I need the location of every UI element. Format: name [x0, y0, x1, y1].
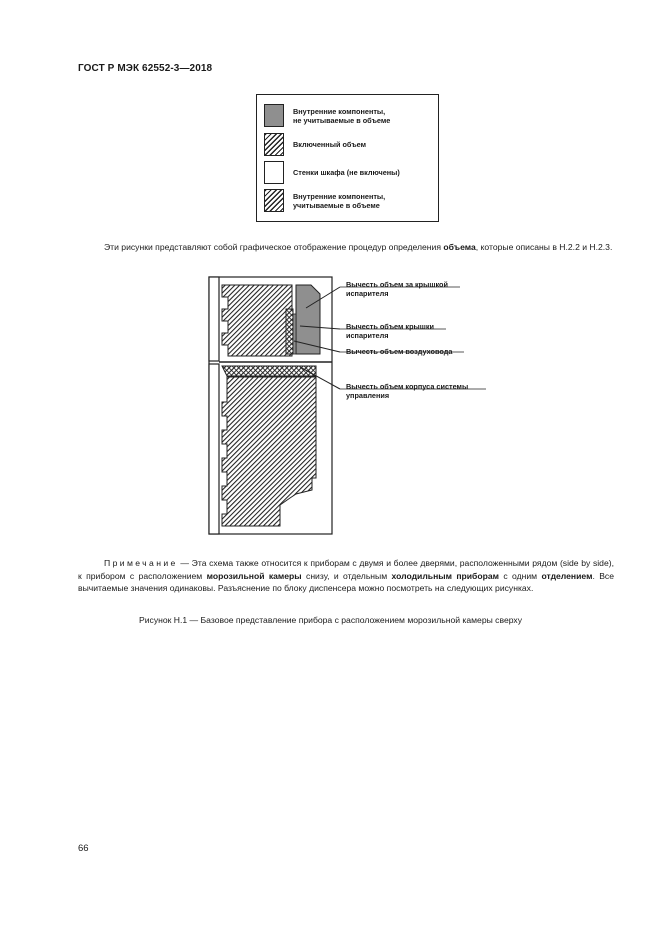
- note-text: с одним: [498, 570, 542, 581]
- legend-label: Стенки шкафа (не включены): [293, 168, 400, 177]
- evaporator-back-volume: [296, 285, 320, 354]
- evaporator-cover-crosshatch: [286, 309, 293, 354]
- page-number: 66: [78, 843, 89, 854]
- callout-air-duct: Вычесть объем воздуховода: [346, 347, 453, 356]
- legend-label: Внутренние компоненты, не учитываемые в объеме: [293, 106, 391, 125]
- legend-label: Внутренние компоненты, учитываемые в объеме: [293, 191, 386, 210]
- upper-door: [209, 277, 219, 361]
- figure-caption: Рисунок Н.1 — Базовое представление прибора с расположением морозильной камеры сверху: [138, 615, 523, 625]
- note-paragraph: [78, 557, 614, 595]
- legend-label: Включенный объем: [293, 140, 367, 149]
- callout-evaporator-back: Вычесть объем за крышкой испарителя: [346, 280, 448, 298]
- callout-evaporator-cover: Вычесть объем крышки испарителя: [346, 322, 434, 340]
- air-duct: [293, 314, 296, 354]
- upper-included-volume: [222, 285, 292, 356]
- lower-door: [209, 364, 219, 534]
- document-header: ГОСТ Р МЭК 62552-3—2018: [78, 63, 213, 74]
- note-label: Примечание: [104, 558, 178, 568]
- note-bold: холодильным приборам: [391, 570, 499, 581]
- note-bold: отделением: [541, 570, 593, 581]
- note-bold: морозильной камеры: [206, 570, 302, 581]
- intro-text: Эти рисунки представляют собой графическое отображение процедур определения: [104, 242, 444, 252]
- note-text: снизу, и отдельным: [301, 570, 392, 581]
- intro-text: , которые описаны в Н.2.2 и Н.2.3.: [475, 242, 613, 252]
- note-text: . Все вычитаемые значения одинаковы. Разъяснение по блоку диспенсера можно посмотреть на следующих рисунках.: [78, 570, 614, 593]
- intro-bold-term: объема: [443, 242, 476, 252]
- callout-control-housing: Вычесть объем корпуса системы управления: [346, 382, 469, 400]
- note-text: — Эта схема также относится к приборам с двумя и более дверями, расположенными рядом (side by side), к прибором с расположением: [78, 558, 614, 581]
